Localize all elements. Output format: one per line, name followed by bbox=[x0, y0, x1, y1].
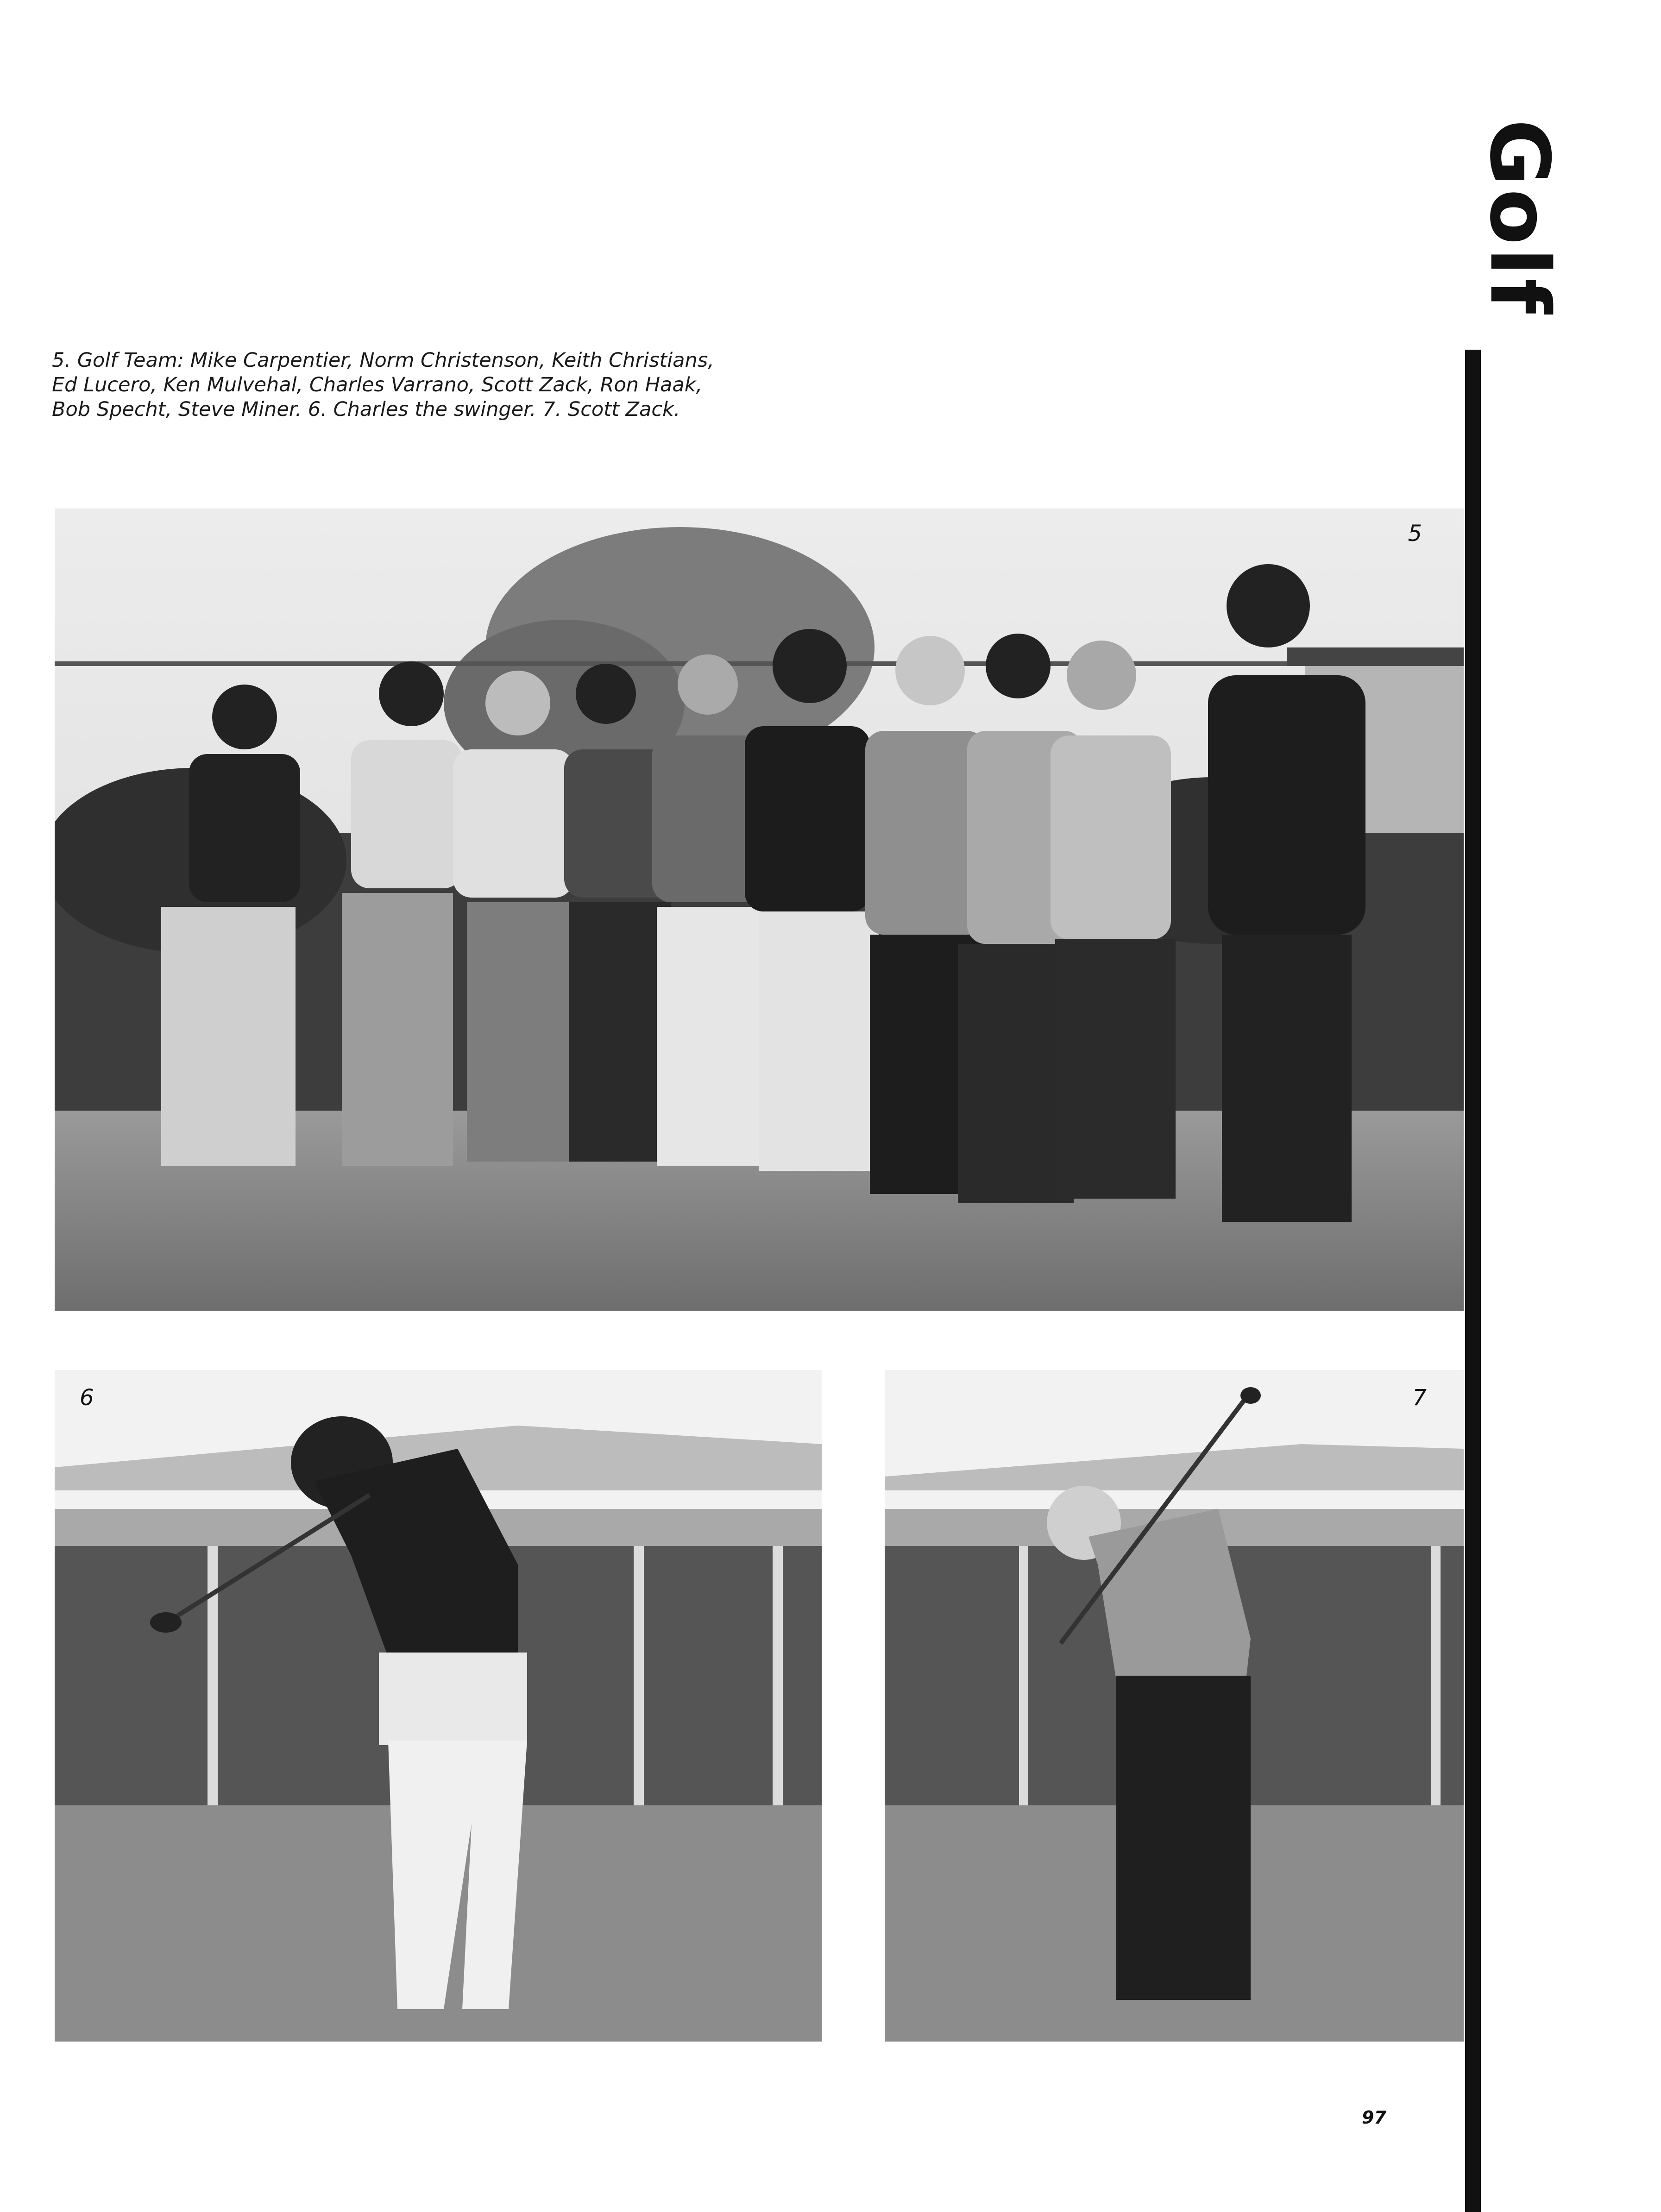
photo-number-7: 7 bbox=[1412, 1385, 1427, 1411]
vertical-rule bbox=[1465, 350, 1481, 2212]
golfer-backswing-photo-image bbox=[885, 1370, 1464, 2042]
page-number: 97 bbox=[1362, 2107, 1386, 2128]
golfer-swing-photo bbox=[55, 1370, 822, 2042]
photo-number-6: 6 bbox=[80, 1385, 94, 1411]
section-title bbox=[1459, 120, 1579, 315]
section-title-text: Golf bbox=[1472, 119, 1567, 317]
team-group-photo-image bbox=[55, 509, 1464, 1311]
golfer-swing-photo-image bbox=[55, 1370, 822, 2042]
team-group-photo bbox=[55, 509, 1464, 1311]
photo-caption: 5. Golf Team: Mike Carpentier, Norm Christenson, Keith Christians, Ed Lucero, Ken Mulvehal, Charles Varrano, Scott Zack, Ron Haak, Bob Specht, Steve Miner. 6. Charles the swinger. 7. Scott Zack. bbox=[52, 349, 714, 421]
photo-number-5: 5 bbox=[1408, 521, 1422, 547]
golfer-backswing-photo bbox=[885, 1370, 1464, 2042]
